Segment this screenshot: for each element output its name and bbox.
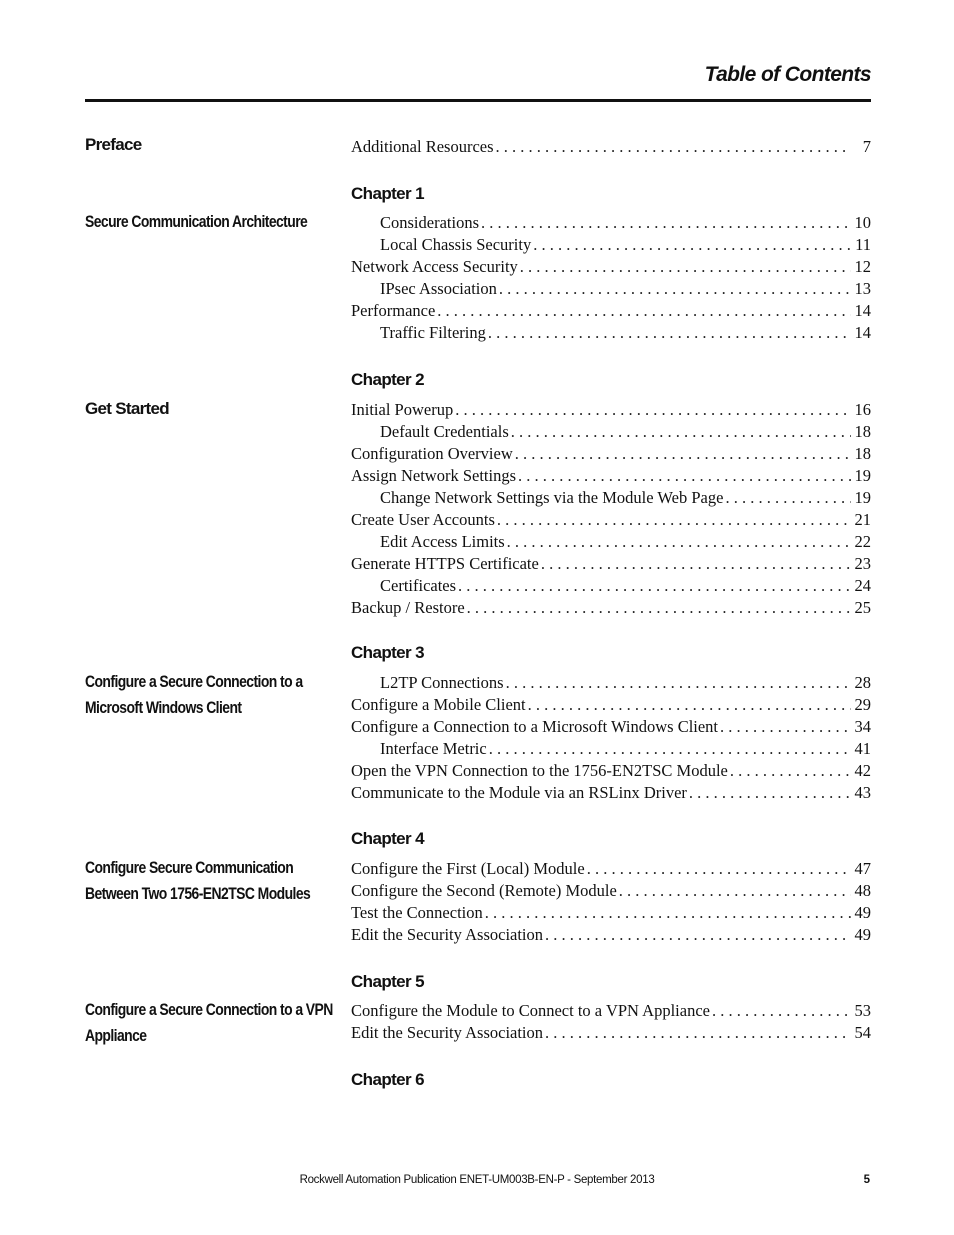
chapter-3-title[interactable]: Configure a Secure Connection to a Microsoft Windows Client	[85, 672, 303, 717]
leader-dots	[481, 212, 851, 234]
toc-entry[interactable]	[351, 322, 871, 344]
toc-entry-title: Configure a Connection to a Microsoft Windows Client	[351, 717, 719, 736]
toc-entry[interactable]	[351, 782, 871, 804]
toc-entry-title: Initial Powerup	[351, 400, 454, 419]
toc-entry-title: Generate HTTPS Certificate	[351, 554, 539, 573]
toc-entry[interactable]	[351, 694, 871, 716]
leader-dots	[455, 399, 851, 421]
toc-entry[interactable]	[351, 256, 871, 278]
toc-entry-title: Network Access Security	[351, 257, 518, 276]
toc-entry-page: 19	[854, 488, 871, 507]
toc-entry[interactable]	[351, 880, 871, 902]
footer-page-number: 5	[863, 1174, 870, 1186]
toc-entry-title: Configuration Overview	[351, 444, 513, 463]
toc-entry-page: 53	[854, 1001, 871, 1020]
toc-entry-page: 28	[854, 673, 871, 692]
leader-dots	[545, 924, 851, 946]
toc-entry[interactable]	[351, 136, 871, 158]
toc-entry-page: 48	[854, 881, 871, 900]
toc-entry[interactable]	[351, 443, 871, 465]
chapter-1-entries	[351, 212, 871, 344]
toc-entry-page: 23	[854, 554, 871, 573]
toc-entry[interactable]	[351, 597, 871, 619]
leader-dots	[587, 858, 851, 880]
chapter-2-entries	[351, 399, 871, 619]
toc-entry-page: 25	[854, 598, 871, 617]
leader-dots	[515, 443, 851, 465]
leader-dots	[497, 509, 851, 531]
leader-dots	[437, 300, 851, 322]
toc-entry[interactable]	[351, 531, 871, 553]
chapter-5-title[interactable]: Configure a Secure Connection to a VPN Appliance	[85, 1000, 333, 1045]
leader-dots	[712, 1000, 851, 1022]
chapter-4-label: Chapter 4	[351, 829, 425, 848]
toc-entry-page: 11	[855, 235, 871, 254]
toc-entry-page: 13	[854, 279, 871, 298]
toc-entry-title: Default Credentials	[380, 422, 509, 441]
chapter-4-title[interactable]: Configure Secure Communication Between Two 1756-EN2TSC Modules	[85, 858, 311, 903]
toc-entry-title: L2TP Connections	[380, 673, 504, 692]
leader-dots	[518, 465, 851, 487]
toc-entry[interactable]	[351, 465, 871, 487]
toc-entry-page: 42	[854, 761, 871, 780]
toc-entry[interactable]	[351, 902, 871, 924]
toc-entry-page: 19	[854, 466, 871, 485]
leader-dots	[506, 672, 851, 694]
leader-dots	[545, 1022, 851, 1044]
chapter-2-title[interactable]: Get Started	[85, 399, 169, 418]
toc-entry[interactable]	[351, 924, 871, 946]
toc-entry-title: Backup / Restore	[351, 598, 465, 617]
leader-dots	[488, 322, 851, 344]
leader-dots	[485, 902, 851, 924]
toc-entry[interactable]	[351, 399, 871, 421]
toc-entry-title: Local Chassis Security	[380, 235, 532, 254]
toc-entry-title: Traffic Filtering	[380, 323, 486, 342]
toc-entry-page: 18	[854, 444, 871, 463]
toc-entry-title: Configure a Mobile Client	[351, 695, 526, 714]
toc-entry-page: 54	[854, 1023, 871, 1042]
toc-entry-page: 7	[862, 137, 871, 156]
toc-entry[interactable]	[351, 300, 871, 322]
toc-entry-page: 14	[854, 301, 871, 320]
header-rule	[85, 99, 871, 102]
toc-entry-page: 12	[854, 257, 871, 276]
toc-entry-title: Change Network Settings via the Module Web Page	[380, 488, 724, 507]
toc-entry[interactable]	[351, 672, 871, 694]
toc-entry-page: 22	[854, 532, 871, 551]
footer-publication: Rockwell Automation Publication ENET-UM003B-EN-P - September 2013	[299, 1174, 655, 1186]
toc-entry-page: 29	[854, 695, 871, 714]
chapter-3-label: Chapter 3	[351, 643, 425, 662]
leader-dots	[496, 136, 851, 158]
chapter-1-title[interactable]: Secure Communication Architecture	[85, 212, 308, 231]
toc-entry-title: Performance	[351, 301, 436, 320]
toc-entry-title: Configure the Second (Remote) Module	[351, 881, 617, 900]
toc-entry[interactable]	[351, 421, 871, 443]
leader-dots	[520, 256, 851, 278]
toc-entry-page: 47	[854, 859, 871, 878]
toc-entry-page: 16	[854, 400, 871, 419]
toc-entry-title: Test the Connection	[351, 903, 483, 922]
toc-entry-page: 24	[854, 576, 871, 595]
chapter-5-label: Chapter 5	[351, 972, 425, 991]
chapter-3-entries	[351, 672, 871, 804]
preface-title: Preface	[85, 135, 142, 154]
toc-entry[interactable]	[351, 487, 871, 509]
leader-dots	[720, 716, 851, 738]
leader-dots	[689, 782, 851, 804]
toc-entry[interactable]	[351, 553, 871, 575]
leader-dots	[725, 487, 851, 509]
chapter-2-label: Chapter 2	[351, 370, 425, 389]
leader-dots	[541, 553, 851, 575]
chapter-1-label: Chapter 1	[351, 184, 425, 203]
leader-dots	[619, 880, 851, 902]
toc-entry-title: Edit Access Limits	[380, 532, 505, 551]
toc-entry-page: 34	[854, 717, 871, 736]
toc-entry[interactable]	[351, 760, 871, 782]
chapter-4-entries	[351, 858, 871, 946]
toc-entry-title: Interface Metric	[380, 739, 487, 758]
leader-dots	[489, 738, 851, 760]
toc-entry[interactable]	[351, 234, 871, 256]
toc-entry-title: Open the VPN Connection to the 1756-EN2TSC Module	[351, 761, 728, 780]
toc-entry-page: 14	[854, 323, 871, 342]
toc-entry[interactable]	[351, 212, 871, 234]
toc-entry-title: Configure the Module to Connect to a VPN Appliance	[351, 1001, 710, 1020]
toc-entry-title: Communicate to the Module via an RSLinx Driver	[351, 783, 687, 802]
toc-entry-page: 18	[854, 422, 871, 441]
leader-dots	[507, 531, 851, 553]
toc-entry-title: Considerations	[380, 213, 479, 232]
toc-entry[interactable]	[351, 509, 871, 531]
toc-entry-title: Certificates	[380, 576, 457, 595]
chapter-5-entries	[351, 1000, 871, 1044]
toc-entry[interactable]	[351, 575, 871, 597]
toc-entry-title: Create User Accounts	[351, 510, 495, 529]
toc-entry-title: Edit the Security Association	[351, 925, 544, 944]
toc-entry-title: Assign Network Settings	[351, 466, 516, 485]
toc-entry-page: 49	[854, 903, 871, 922]
toc-entry[interactable]	[351, 716, 871, 738]
leader-dots	[528, 694, 851, 716]
toc-entry-title: IPsec Association	[380, 279, 497, 298]
toc-entry[interactable]	[351, 738, 871, 760]
toc-entry-page: 43	[854, 783, 871, 802]
toc-entry-title: Configure the First (Local) Module	[351, 859, 585, 878]
leader-dots	[730, 760, 851, 782]
toc-entry-page: 49	[854, 925, 871, 944]
toc-entry-page: 21	[854, 510, 871, 529]
leader-dots	[511, 421, 851, 443]
chapter-6-label: Chapter 6	[351, 1070, 425, 1089]
toc-entry[interactable]	[351, 1000, 871, 1022]
toc-entry-page: 41	[854, 739, 871, 758]
toc-entry-page: 10	[854, 213, 871, 232]
page-header-title: Table of Contents	[704, 63, 871, 86]
leader-dots	[533, 234, 851, 256]
toc-entry[interactable]	[351, 1022, 871, 1044]
preface-entries	[351, 136, 871, 158]
toc-entry-title: Edit the Security Association	[351, 1023, 544, 1042]
leader-dots	[458, 575, 851, 597]
toc-entry[interactable]	[351, 858, 871, 880]
leader-dots	[467, 597, 851, 619]
toc-entry[interactable]	[351, 278, 871, 300]
toc-entry-title: Additional Resources	[351, 137, 494, 156]
leader-dots	[499, 278, 851, 300]
